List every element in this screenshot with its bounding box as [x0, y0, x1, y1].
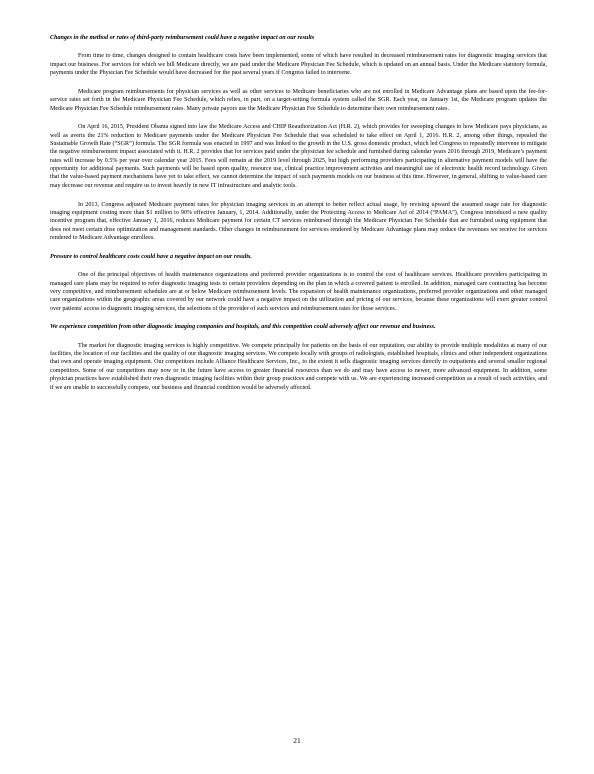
document-page: [50, 34, 547, 402]
section-heading: We experience competition from other diagnostic imaging companies and hospitals, and this competition could adversely affect our revenue and business.: [50, 324, 436, 331]
page-number: 21: [293, 736, 301, 745]
section-heading: Pressure to control healthcare costs could have a negative impact on our results.: [50, 253, 252, 260]
paragraph: On April 16, 2015, President Obama signed into law the Medicare Access and CHIP Reauthorization Act (H.R. 2), which provides for sweeping changes to how Medicare pays physicians, as well as averts the 21% reduction to Medicare payments under the Medicare Physician Fee Schedule that was scheduled to take effect on April 1, 2016. H.R. 2, among other things, repealed the Sustainable Growth Rate (“SGR”) formula. The SGR formula was enacted in 1997 and was linked to the growth in the U.S. gross domestic product, which led Congress to repeatedly intervene to mitigate the negative reimbursement impact associated with it. H.R. 2 provides that for services paid under the physician fee schedule and furnished during calendar years 2016 through 2019, Medicare’s payment rates will increase by 0.5% per year over calendar year 2015. Fees will remain at the 2019 level through 2025, but high performing providers participating in alternative payment models will have the opportunity for additional payments. Such payments will be based upon quality, resource use, clinical practice improvement activities and meaningful use of electronic health record technology. Given that the value-based payment mechanisms have yet to take effect, we cannot determine the impact of such payments models on our business at this time. However, in general, shifting to value-based care may decrease our revenue and require us to invest heavily in new IT infrastructure and analytic tools.: [50, 124, 547, 189]
paragraph: One of the principal objectives of health maintenance organizations and preferred provider organizations is to control the cost of healthcare services. Healthcare providers participating in managed care plans may be required to refer diagnostic imaging tests to certain providers depending on the plan in which a covered patient is enrolled. In addition, managed care contracting has become very competitive, and reimbursement schedules are at or below Medicare reimbursement levels. The expansion of health maintenance organizations, preferred provider organizations and other managed care organizations within the geographic areas covered by our network could have a negative impact on the utilization and pricing of our services, because these organizations will exert greater control over patients' access to diagnostic imaging services, the selections of the provider of such services and reimbursement rates for those services.: [50, 272, 547, 312]
paragraph: The market for diagnostic imaging services is highly competitive. We compete principally for patients on the basis of our reputation, our ability to provide multiple modalities at many of our facilities, the location of our facilities and the quality of our diagnostic imaging services. We compete locally with groups of radiologists, established hospitals, clinics and other independent organizations that own and operate imaging equipment. Our competitors include Alliance Healthcare Services, Inc., to the extent it sells diagnostic imaging services directly to outpatients and several smaller regional competitors. Some of our competitors may now or in the future have access to greater financial resources than we do and may have access to newer, more advanced equipment. In addition, some physician practices have established their own diagnostic imaging facilities within their group practices and compete with us. We are experiencing increased competition as a result of such activities, and if we are unable to successfully compete, our business and financial condition would be adversely affected.: [50, 342, 547, 391]
section-heading: Changes in the method or rates of third-party reimbursement could have a negative impact on our results: [50, 35, 315, 41]
paragraph: In 2013, Congress adjusted Medicare payment rates for physician imaging services in an attempt to better reflect actual usage, by revising upward the assumed usage rate for diagnostic imaging equipment costing more than $1 million to 90% effective January, 1, 2014. Additionally, under the Protecting Access to Medicare Act of 2014 (“PAMA”), Congress introduced a new quality incentive program that, effective January 1, 2016, reduces Medicare payment for certain CT services reimbursed through the Medicare Physician Fee Schedule that are furnished using equipment that does not meet certain dose optimization and management standards. Other changes in reimbursement for services rendered by Medicare Advantage plans may reduce the revenues we receive for services rendered to Medicare Advantage enrollees.: [50, 201, 547, 242]
paragraph: Medicare program reimbursements for physician services as well as other services to Medicare beneficiaries who are not enrolled in Medicare Advantage plans are based upon the fee-for-service rates set forth in the Medicare Physician Fee Schedule, which relies, in part, on a target-setting formula system called the SGR. Each year, on January 1st, the Medicare program updates the Medicare Physician Fee Schedule reimbursement rates. Many private payors use the Medicare Physician Fee Schedule to determine their own reimbursement rates.: [50, 88, 547, 112]
section-reimbursement-rates: [50, 34, 547, 242]
section-competition: [50, 323, 547, 391]
section-cost-pressure: [50, 253, 547, 313]
paragraph: From time to time, changes designed to contain healthcare costs have been implemented, some of which have resulted in decreased reimbursement rates for diagnostic imaging services that impact our business. For services for which we bill Medicare directly, we are paid under the Medicare Physician Fee Schedule, which is updated on an annual basis. Under the Medicare statutory formula, payments under the Physician Fee Schedule would have decreased for the past several years if Congress failed to intervene.: [50, 53, 547, 77]
